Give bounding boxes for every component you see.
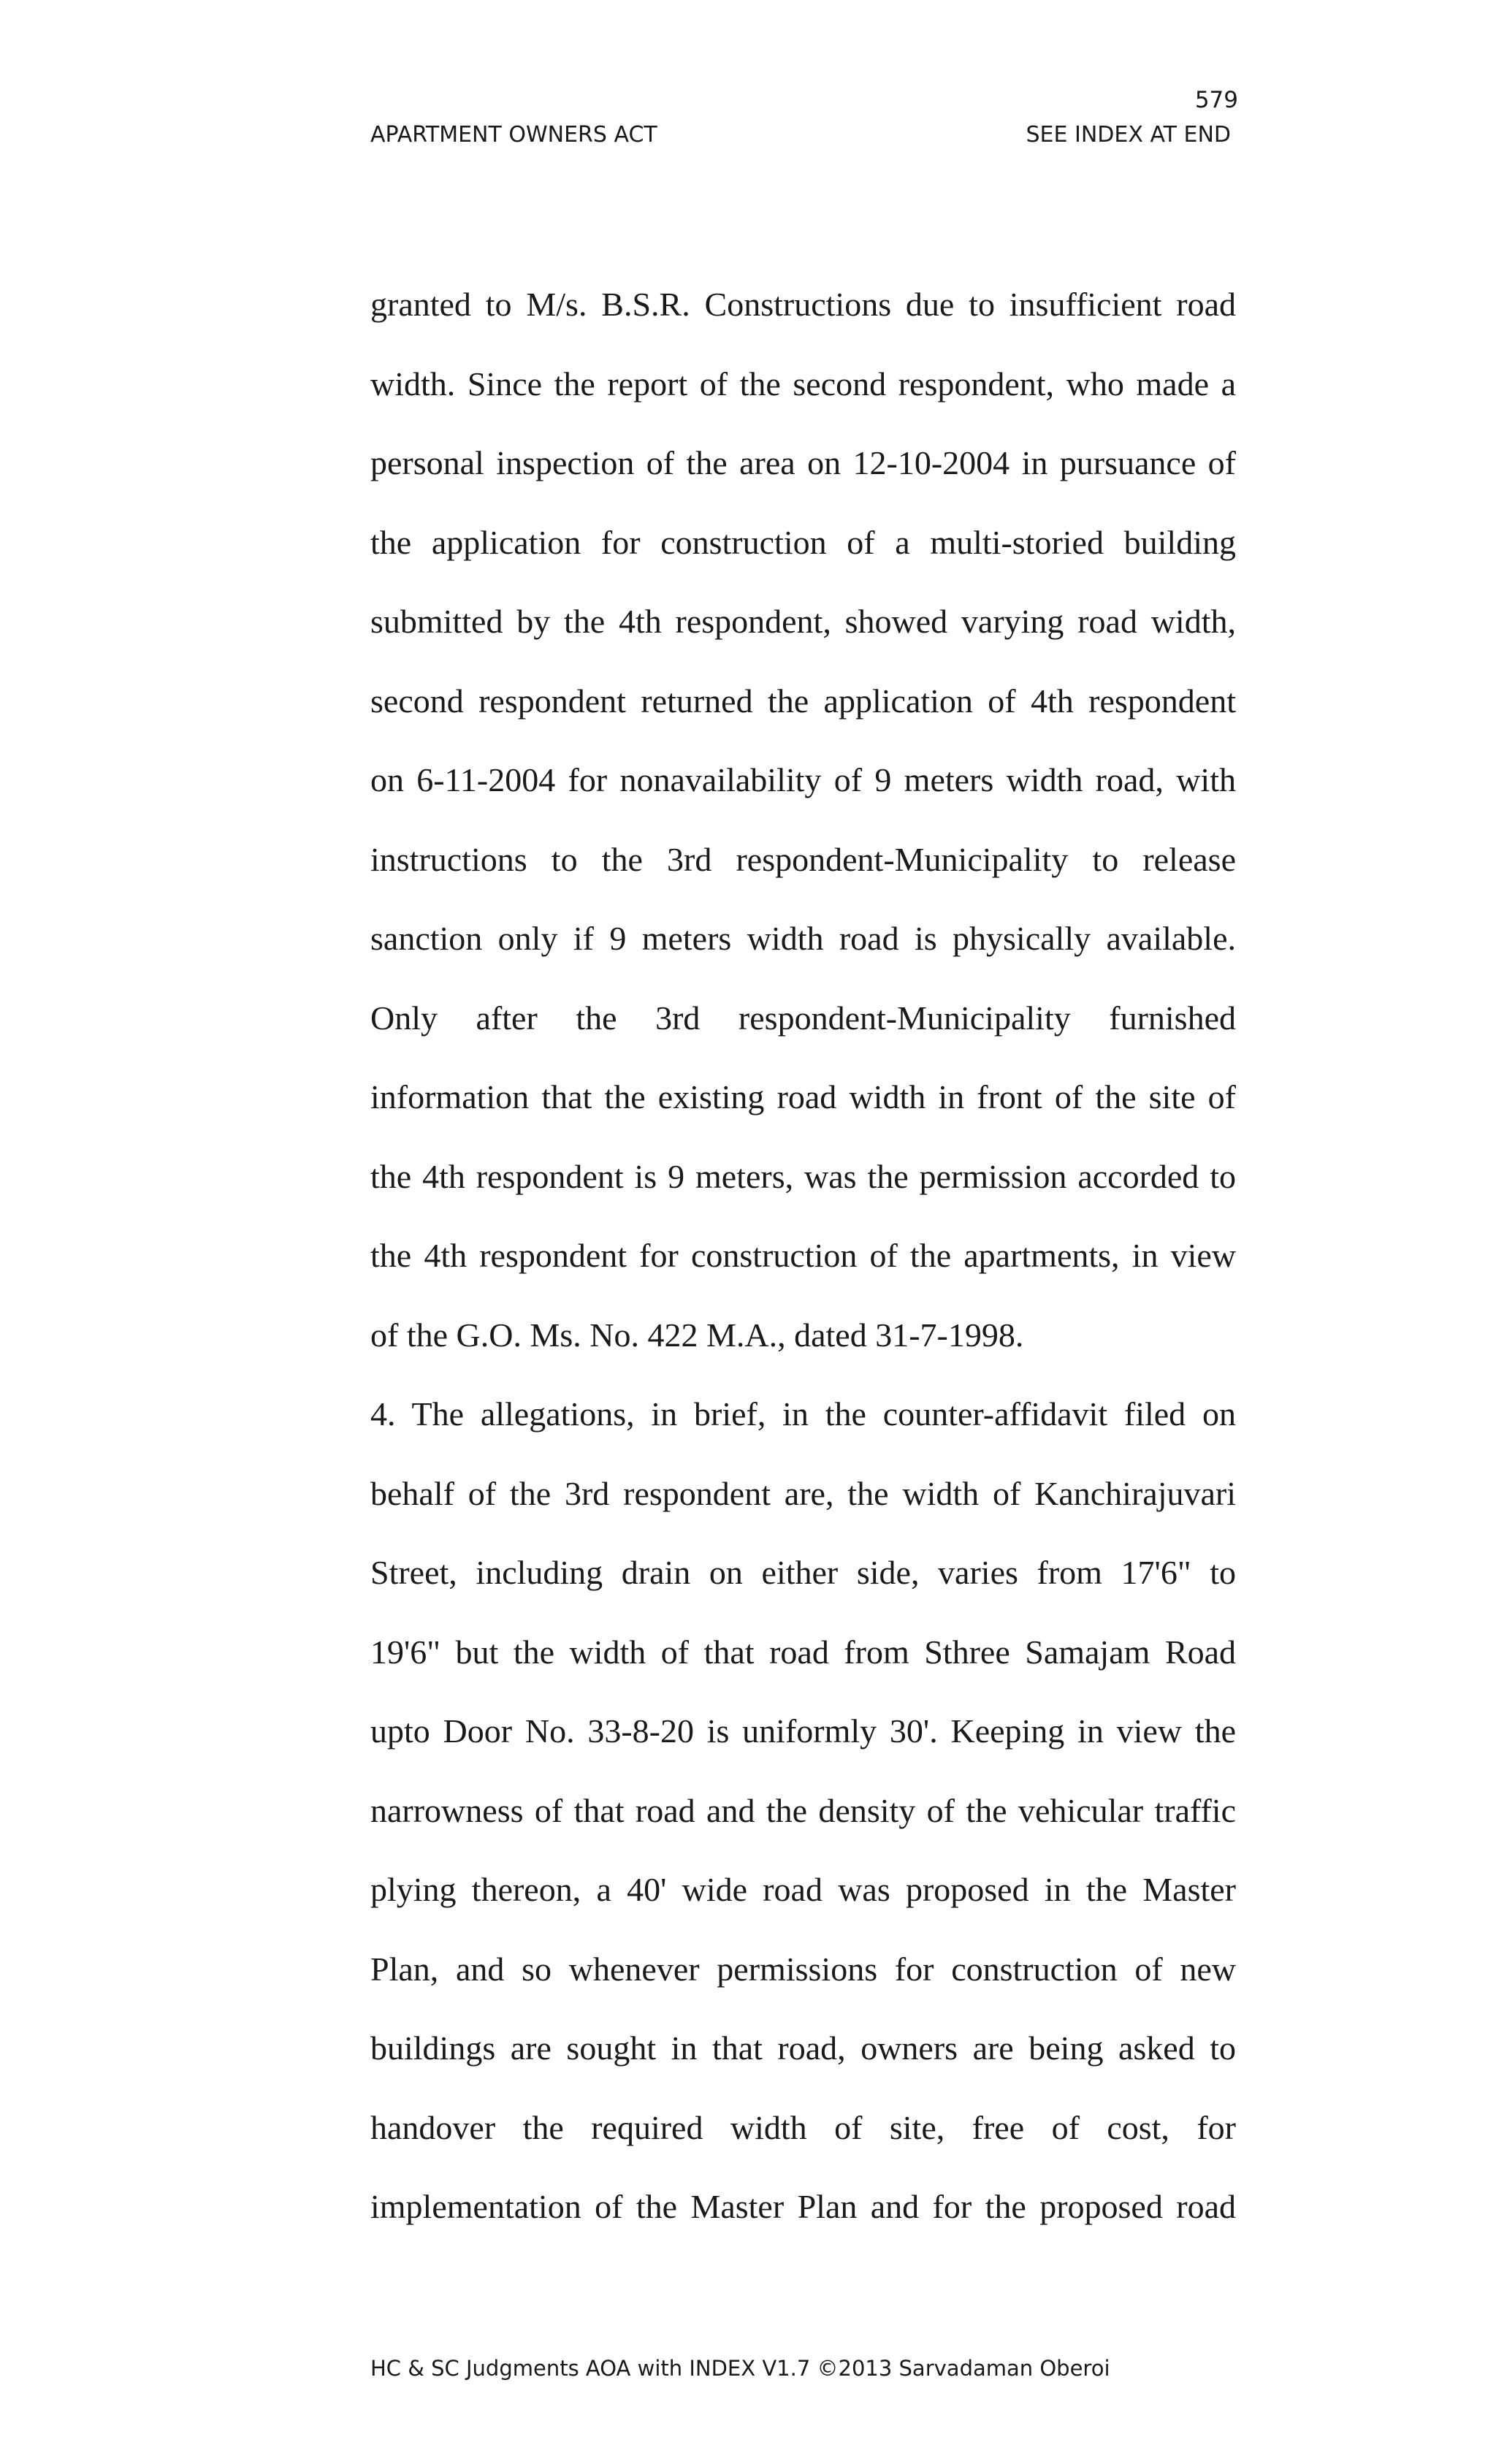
body-line: narrowness of that road and the density of the vehicular traffic [370,1791,1236,1829]
body-line: handover the required width of site, free of cost, for [370,2108,1236,2146]
page-number: 579 [1194,87,1238,113]
body-line: the 4th respondent for construction of the apartments, in view [370,1237,1236,1274]
page-footer: HC & SC Judgments AOA with INDEX V1.7 ©2013 Sarvadaman Oberoi [370,2356,1110,2381]
body-line: plying thereon, a 40' wide road was proposed in the Master [370,1871,1236,1908]
body-line: implementation of the Master Plan and for the proposed road [370,2188,1236,2225]
body-line: information that the existing road width in front of the site of [370,1078,1236,1115]
body-line: granted to M/s. B.S.R. Constructions due to insufficient road [370,286,1236,323]
running-header-title: APARTMENT OWNERS ACT [370,122,657,148]
body-line: Only after the 3rd respondent-Municipality furnished [370,999,1236,1037]
body-line: instructions to the 3rd respondent-Municipality to release [370,840,1236,878]
body-line: Plan, and so whenever permissions for construction of new [370,1950,1236,1988]
body-line: sanction only if 9 meters width road is physically available. [370,920,1236,957]
body-line: submitted by the 4th respondent, showed varying road width, [370,603,1236,640]
body-line: 4. The allegations, in brief, in the counter-affidavit filed on [370,1395,1236,1433]
body-line: the 4th respondent is 9 meters, was the permission accorded to [370,1157,1236,1195]
running-header-index-note: SEE INDEX AT END [1026,122,1231,148]
body-line: 19'6" but the width of that road from Sthree Samajam Road [370,1633,1236,1671]
body-line: second respondent returned the application of 4th respondent [370,682,1236,720]
body-line: of the G.O. Ms. No. 422 M.A., dated 31-7-1998. [370,1316,1024,1354]
body-line: upto Door No. 33-8-20 is uniformly 30'. Keeping in view the [370,1712,1236,1750]
judgment-body-text [370,265,1236,2247]
body-line: width. Since the report of the second respondent, who made a [370,365,1236,403]
body-line: the application for construction of a multi-storied building [370,523,1236,561]
body-line: Street, including drain on either side, varies from 17'6" to [370,1554,1236,1591]
body-line: on 6-11-2004 for nonavailability of 9 meters width road, with [370,761,1236,798]
body-line: behalf of the 3rd respondent are, the width of Kanchirajuvari [370,1474,1236,1512]
body-line: personal inspection of the area on 12-10-2004 in pursuance of [370,444,1236,481]
body-line: buildings are sought in that road, owners are being asked to [370,2029,1236,2067]
